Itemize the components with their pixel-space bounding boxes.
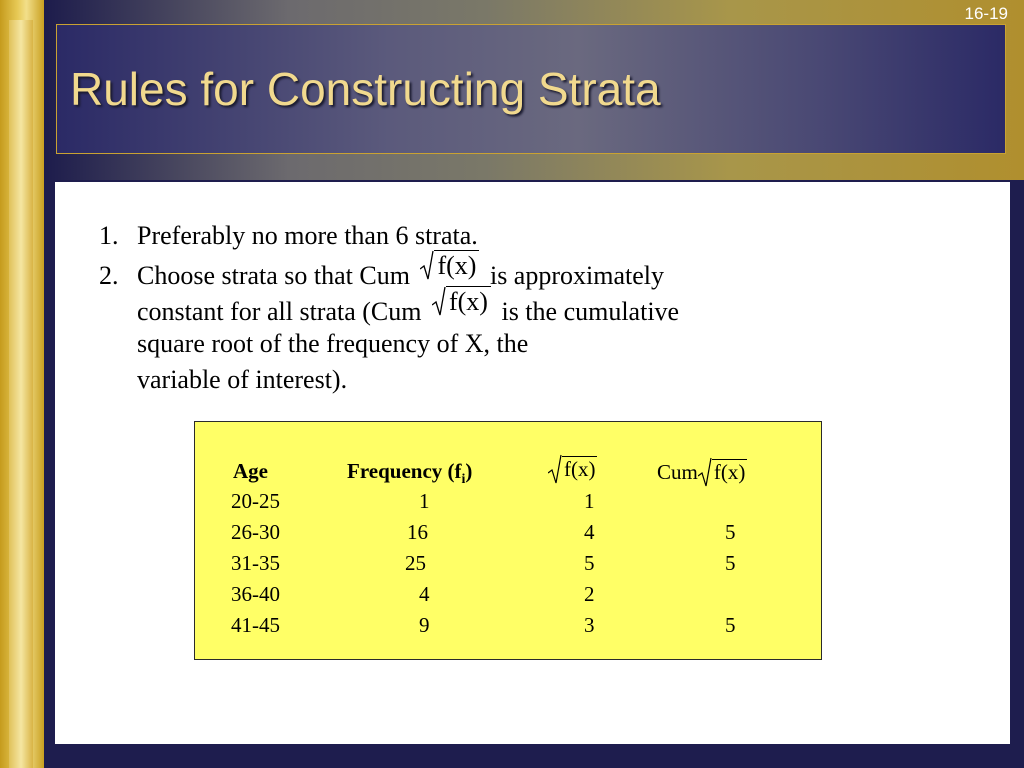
cell-frequency: 1 [419, 489, 430, 513]
rule-2-cont [99, 287, 680, 326]
rules-list [99, 218, 679, 398]
header-sqrt-body: f(x) [564, 457, 596, 481]
header-frequency-close: ) [465, 459, 473, 483]
rule-text: Preferably no more than 6 strata. [137, 221, 478, 250]
left-gold-bar [0, 0, 44, 768]
rule-2-cont [99, 362, 679, 398]
header-frequency-subscript: i [461, 472, 466, 488]
rule-text: Choose strata so that Cum [137, 261, 410, 290]
rule-2 [99, 251, 679, 290]
slide-title: Rules for Constructing Strata [70, 63, 661, 115]
cell-sqrt: 3 [584, 613, 595, 637]
cell-age: 31-35 [231, 551, 280, 575]
cell-sqrt: 4 [584, 520, 595, 544]
cell-cum: 5 [725, 551, 736, 575]
header-age: Age [233, 459, 268, 483]
sqrt-expression [420, 251, 479, 285]
radical-icon [698, 457, 712, 487]
cell-age: 26-30 [231, 520, 280, 544]
header-sqrt [548, 454, 597, 484]
rule-text: the [496, 329, 529, 358]
cell-age: 36-40 [231, 582, 280, 606]
cell-sqrt: 5 [584, 551, 595, 575]
rule-2-cont [99, 326, 679, 362]
rule-1 [99, 218, 679, 254]
cell-sqrt: 1 [584, 489, 595, 513]
header-cum-sqrt [657, 457, 747, 487]
rule-text: variable of interest). [137, 365, 348, 394]
radical-icon [432, 286, 446, 316]
sqrt-body: f(x) [434, 250, 479, 281]
sqrt-expression [432, 287, 491, 321]
strata-table [195, 422, 821, 659]
cell-cum: 5 [725, 613, 736, 637]
rule-number: 2. [99, 261, 119, 290]
header-frequency [347, 459, 472, 488]
header-cum-sqrt-body: f(x) [713, 460, 746, 484]
cell-frequency: 16 [407, 520, 428, 544]
rule-text: constant for all strata (Cum [137, 297, 422, 326]
rule-text: is approximately [489, 261, 664, 290]
left-gold-bar-inner [9, 20, 33, 768]
rule-text: is the cumulative [501, 297, 680, 326]
rule-number: 1. [99, 221, 119, 250]
cell-frequency: 4 [419, 582, 430, 606]
strata-table-box [194, 421, 822, 660]
cell-frequency: 9 [419, 613, 430, 637]
cell-sqrt: 2 [584, 582, 595, 606]
header-cum-label: Cum [657, 460, 698, 484]
cell-cum: 5 [725, 520, 736, 544]
cell-frequency: 25 [405, 551, 426, 575]
sqrt-body: f(x) [446, 286, 491, 317]
cell-age: 41-45 [231, 613, 280, 637]
slide-number: 16-19 [964, 4, 1008, 23]
rule-text: square root of the frequency of X, [137, 329, 491, 358]
header-frequency-label: Frequency (f [347, 459, 462, 483]
cell-age: 20-25 [231, 489, 280, 513]
radical-icon [420, 250, 434, 280]
radical-icon [548, 454, 562, 484]
